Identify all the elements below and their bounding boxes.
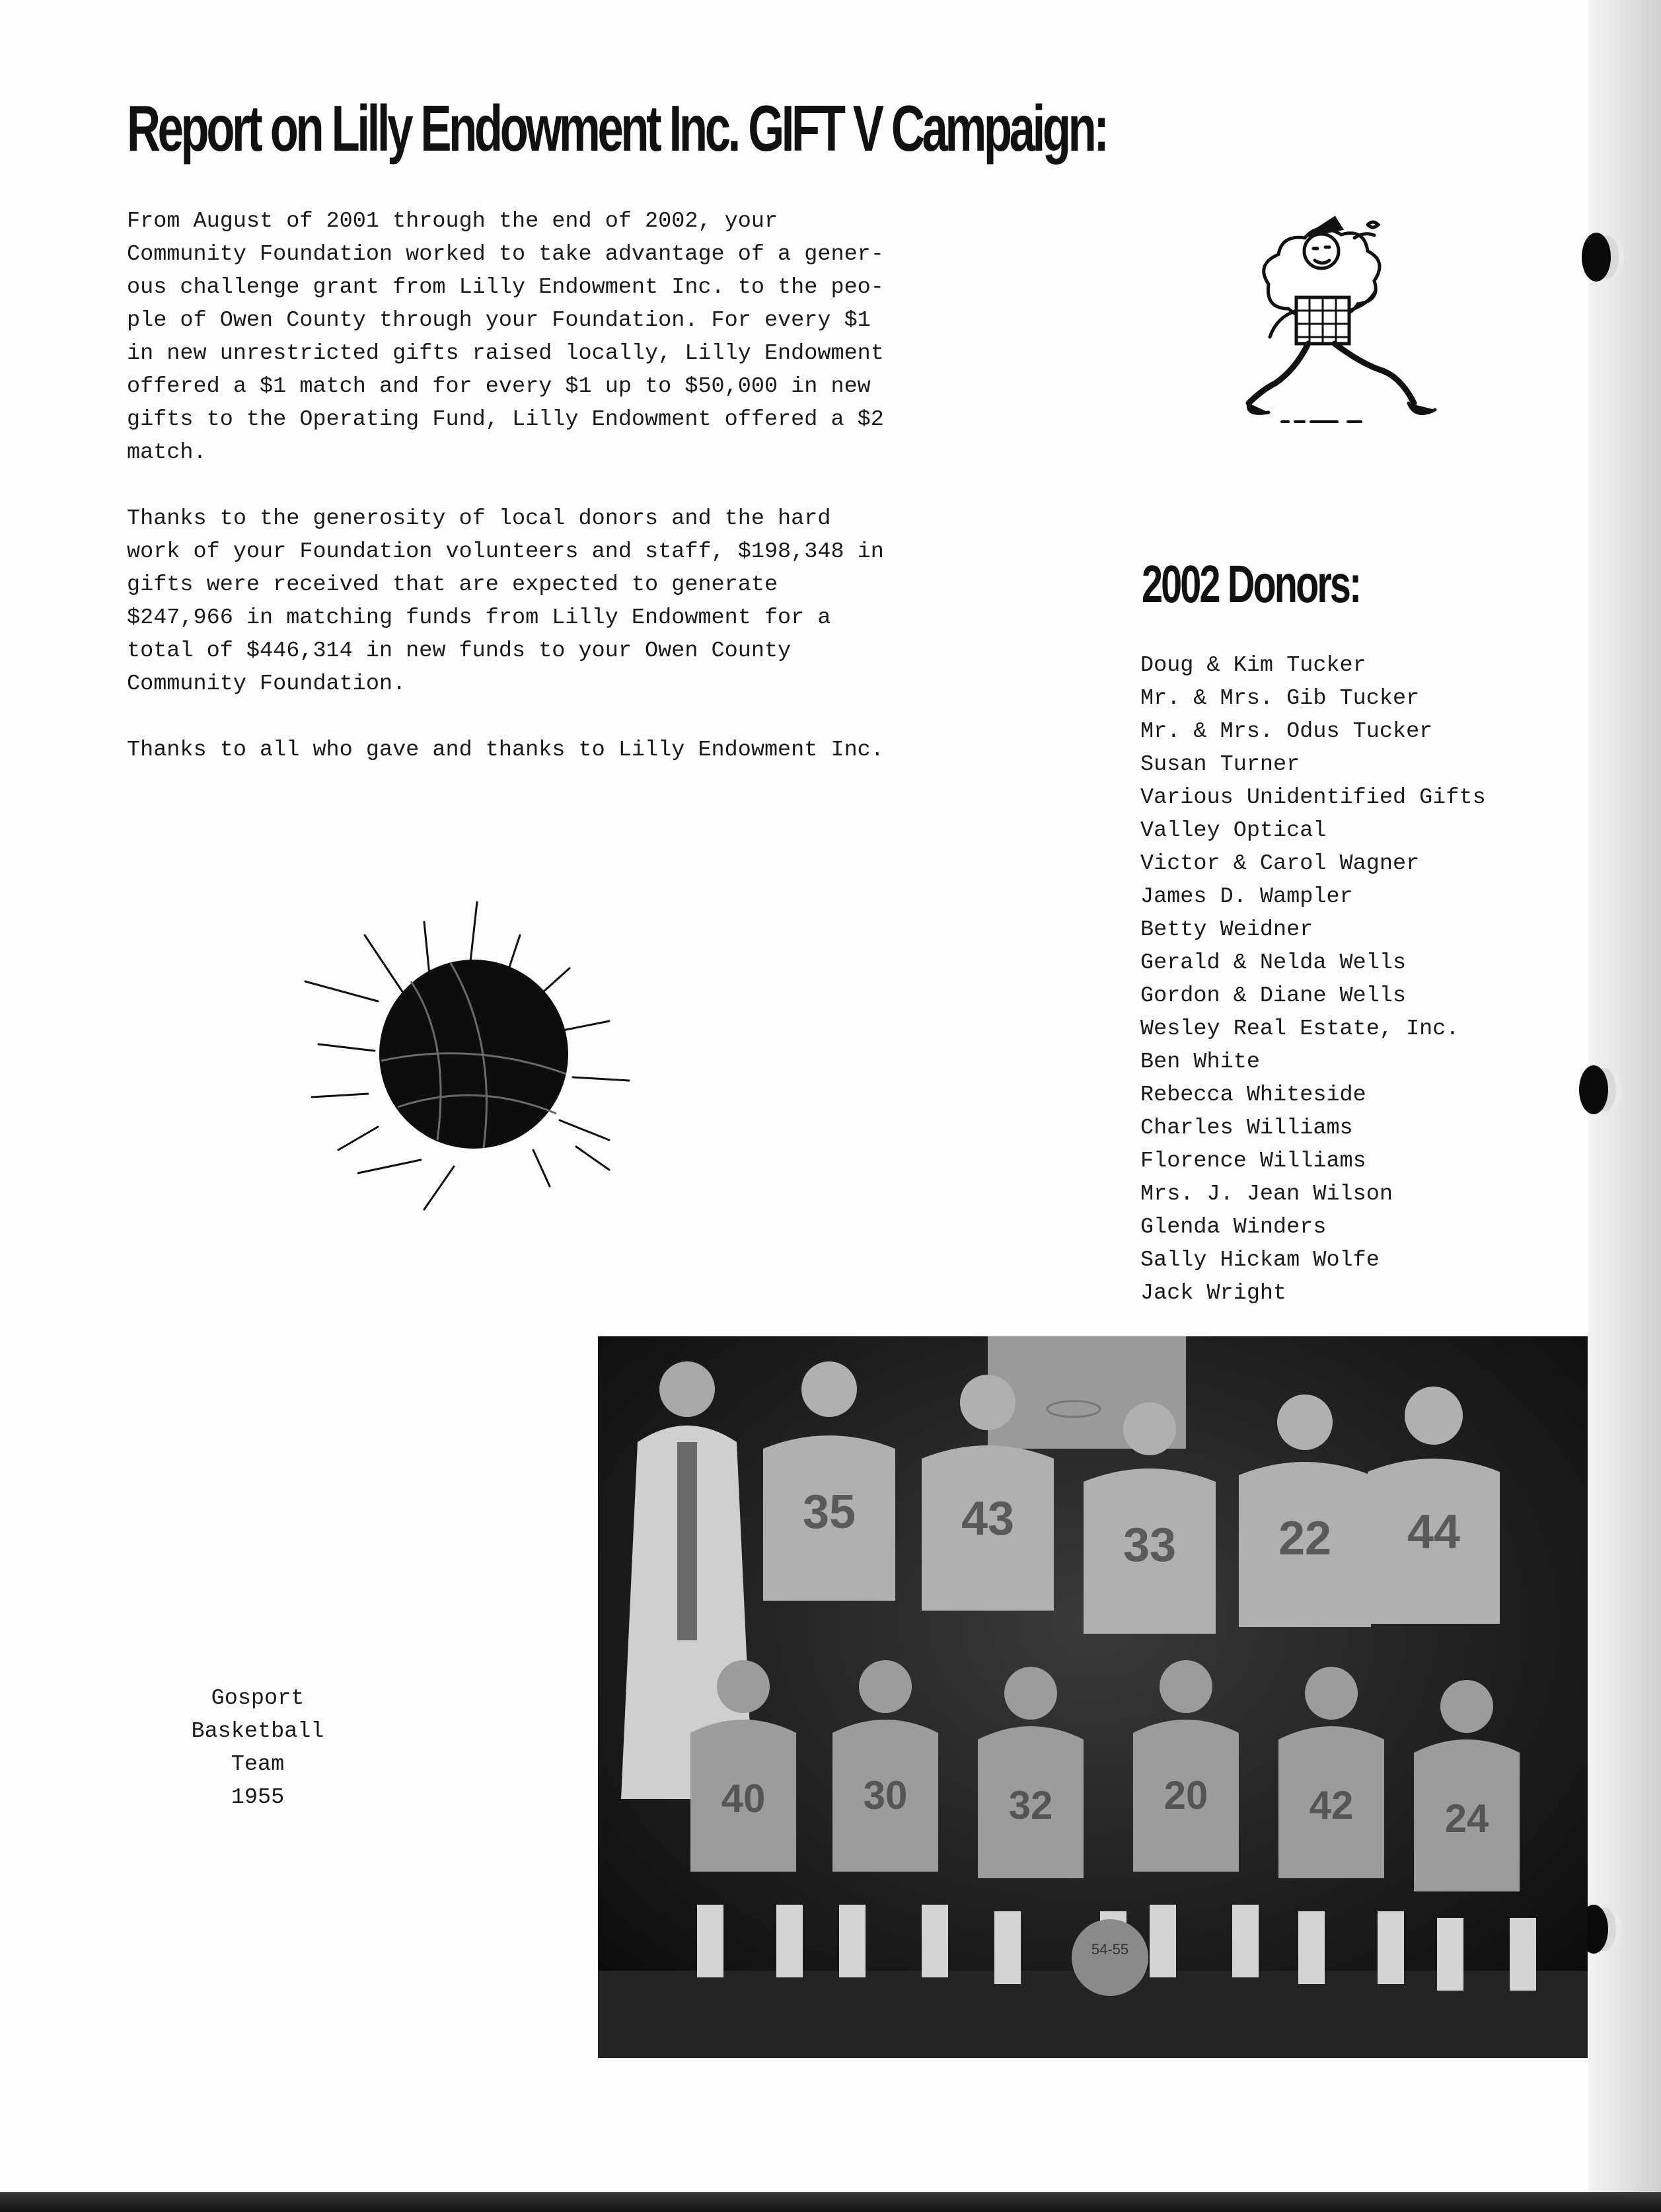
donor-item: Florence Williams	[1140, 1149, 1366, 1174]
jersey-number: 35	[802, 1486, 856, 1539]
caption-year: 1955	[231, 1785, 285, 1810]
jersey-number: 43	[961, 1492, 1015, 1545]
donor-item: Gordon & Diane Wells	[1140, 983, 1407, 1009]
donor-item: Doug & Kim Tucker	[1140, 653, 1366, 678]
jersey-number: 44	[1407, 1506, 1461, 1558]
donor-item: Susan Turner	[1140, 752, 1300, 777]
ball-label: 54-55	[1091, 1941, 1129, 1958]
paragraph-results: Thanks to the generosity of local donors and the hard work of your Foundation volunteers and staff, $198,348 in gifts were received that are expected to generate $247,966 in matching funds from Lilly Endowment for a total of $446,314 in new funds to your Owen County Community Foundation.	[127, 506, 884, 697]
page-title: Report on Lilly Endowment Inc. GIFT V Campaign:	[127, 92, 1107, 165]
donor-item: Charles Williams	[1140, 1116, 1353, 1141]
report-body	[127, 205, 1025, 800]
donor-item: Wesley Real Estate, Inc.	[1140, 1016, 1459, 1042]
caption-title: Gosport Basketball Team	[191, 1686, 324, 1777]
jersey-number: 32	[1008, 1783, 1053, 1827]
donor-item: Gerald & Nelda Wells	[1140, 950, 1407, 975]
basketball-icon	[299, 889, 669, 1226]
jersey-number: 40	[721, 1776, 766, 1821]
donor-item: Mr. & Mrs. Gib Tucker	[1140, 686, 1420, 711]
donor-item: Betty Weidner	[1140, 917, 1313, 942]
donor-item: James D. Wampler	[1140, 884, 1353, 909]
donor-item: Mr. & Mrs. Odus Tucker	[1140, 719, 1433, 744]
team-photo	[598, 1336, 1588, 2058]
donor-item: Victor & Carol Wagner	[1140, 851, 1420, 876]
donor-item: Valley Optical	[1140, 818, 1327, 843]
donor-item: Rebecca Whiteside	[1140, 1083, 1366, 1108]
jersey-number: 22	[1278, 1512, 1332, 1565]
jersey-number: 24	[1444, 1796, 1489, 1841]
mascot-illustration	[1242, 211, 1460, 436]
donor-item: Ben White	[1140, 1049, 1260, 1075]
binder-hole-top	[1582, 233, 1611, 282]
jersey-number: 42	[1309, 1783, 1354, 1827]
donor-item: Jack Wright	[1140, 1281, 1287, 1306]
donor-list	[1140, 649, 1486, 1310]
jersey-number: 33	[1123, 1519, 1177, 1572]
photo-caption	[159, 1682, 357, 1814]
paragraph-thanks: Thanks to all who gave and thanks to Lilly Endowment Inc.	[127, 738, 884, 763]
donor-item: Mrs. J. Jean Wilson	[1140, 1182, 1393, 1207]
jersey-number: 20	[1163, 1773, 1208, 1817]
jersey-number: 30	[863, 1773, 908, 1817]
paragraph-intro: From August of 2001 through the end of 2002, your Community Foundation worked to take advantage of a gener- ous challenge grant from Lilly Endowment Inc. to the peo- ple of Owen County through your Foundation. For every $1 in new unrestricted gifts raised locally, Lilly Endowment offered a $1 match and for every $1 up to $50,000 in new gifts to the Operating Fund, Lilly Endowment offered a $2 match.	[127, 209, 884, 465]
donor-item: Glenda Winders	[1140, 1215, 1327, 1240]
donor-item: Various Unidentified Gifts	[1140, 785, 1486, 810]
binder-hole-middle	[1579, 1065, 1608, 1114]
donor-item: Sally Hickam Wolfe	[1140, 1248, 1380, 1273]
donors-heading: 2002 Donors:	[1142, 554, 1360, 613]
scan-bottom-band	[0, 2192, 1661, 2212]
